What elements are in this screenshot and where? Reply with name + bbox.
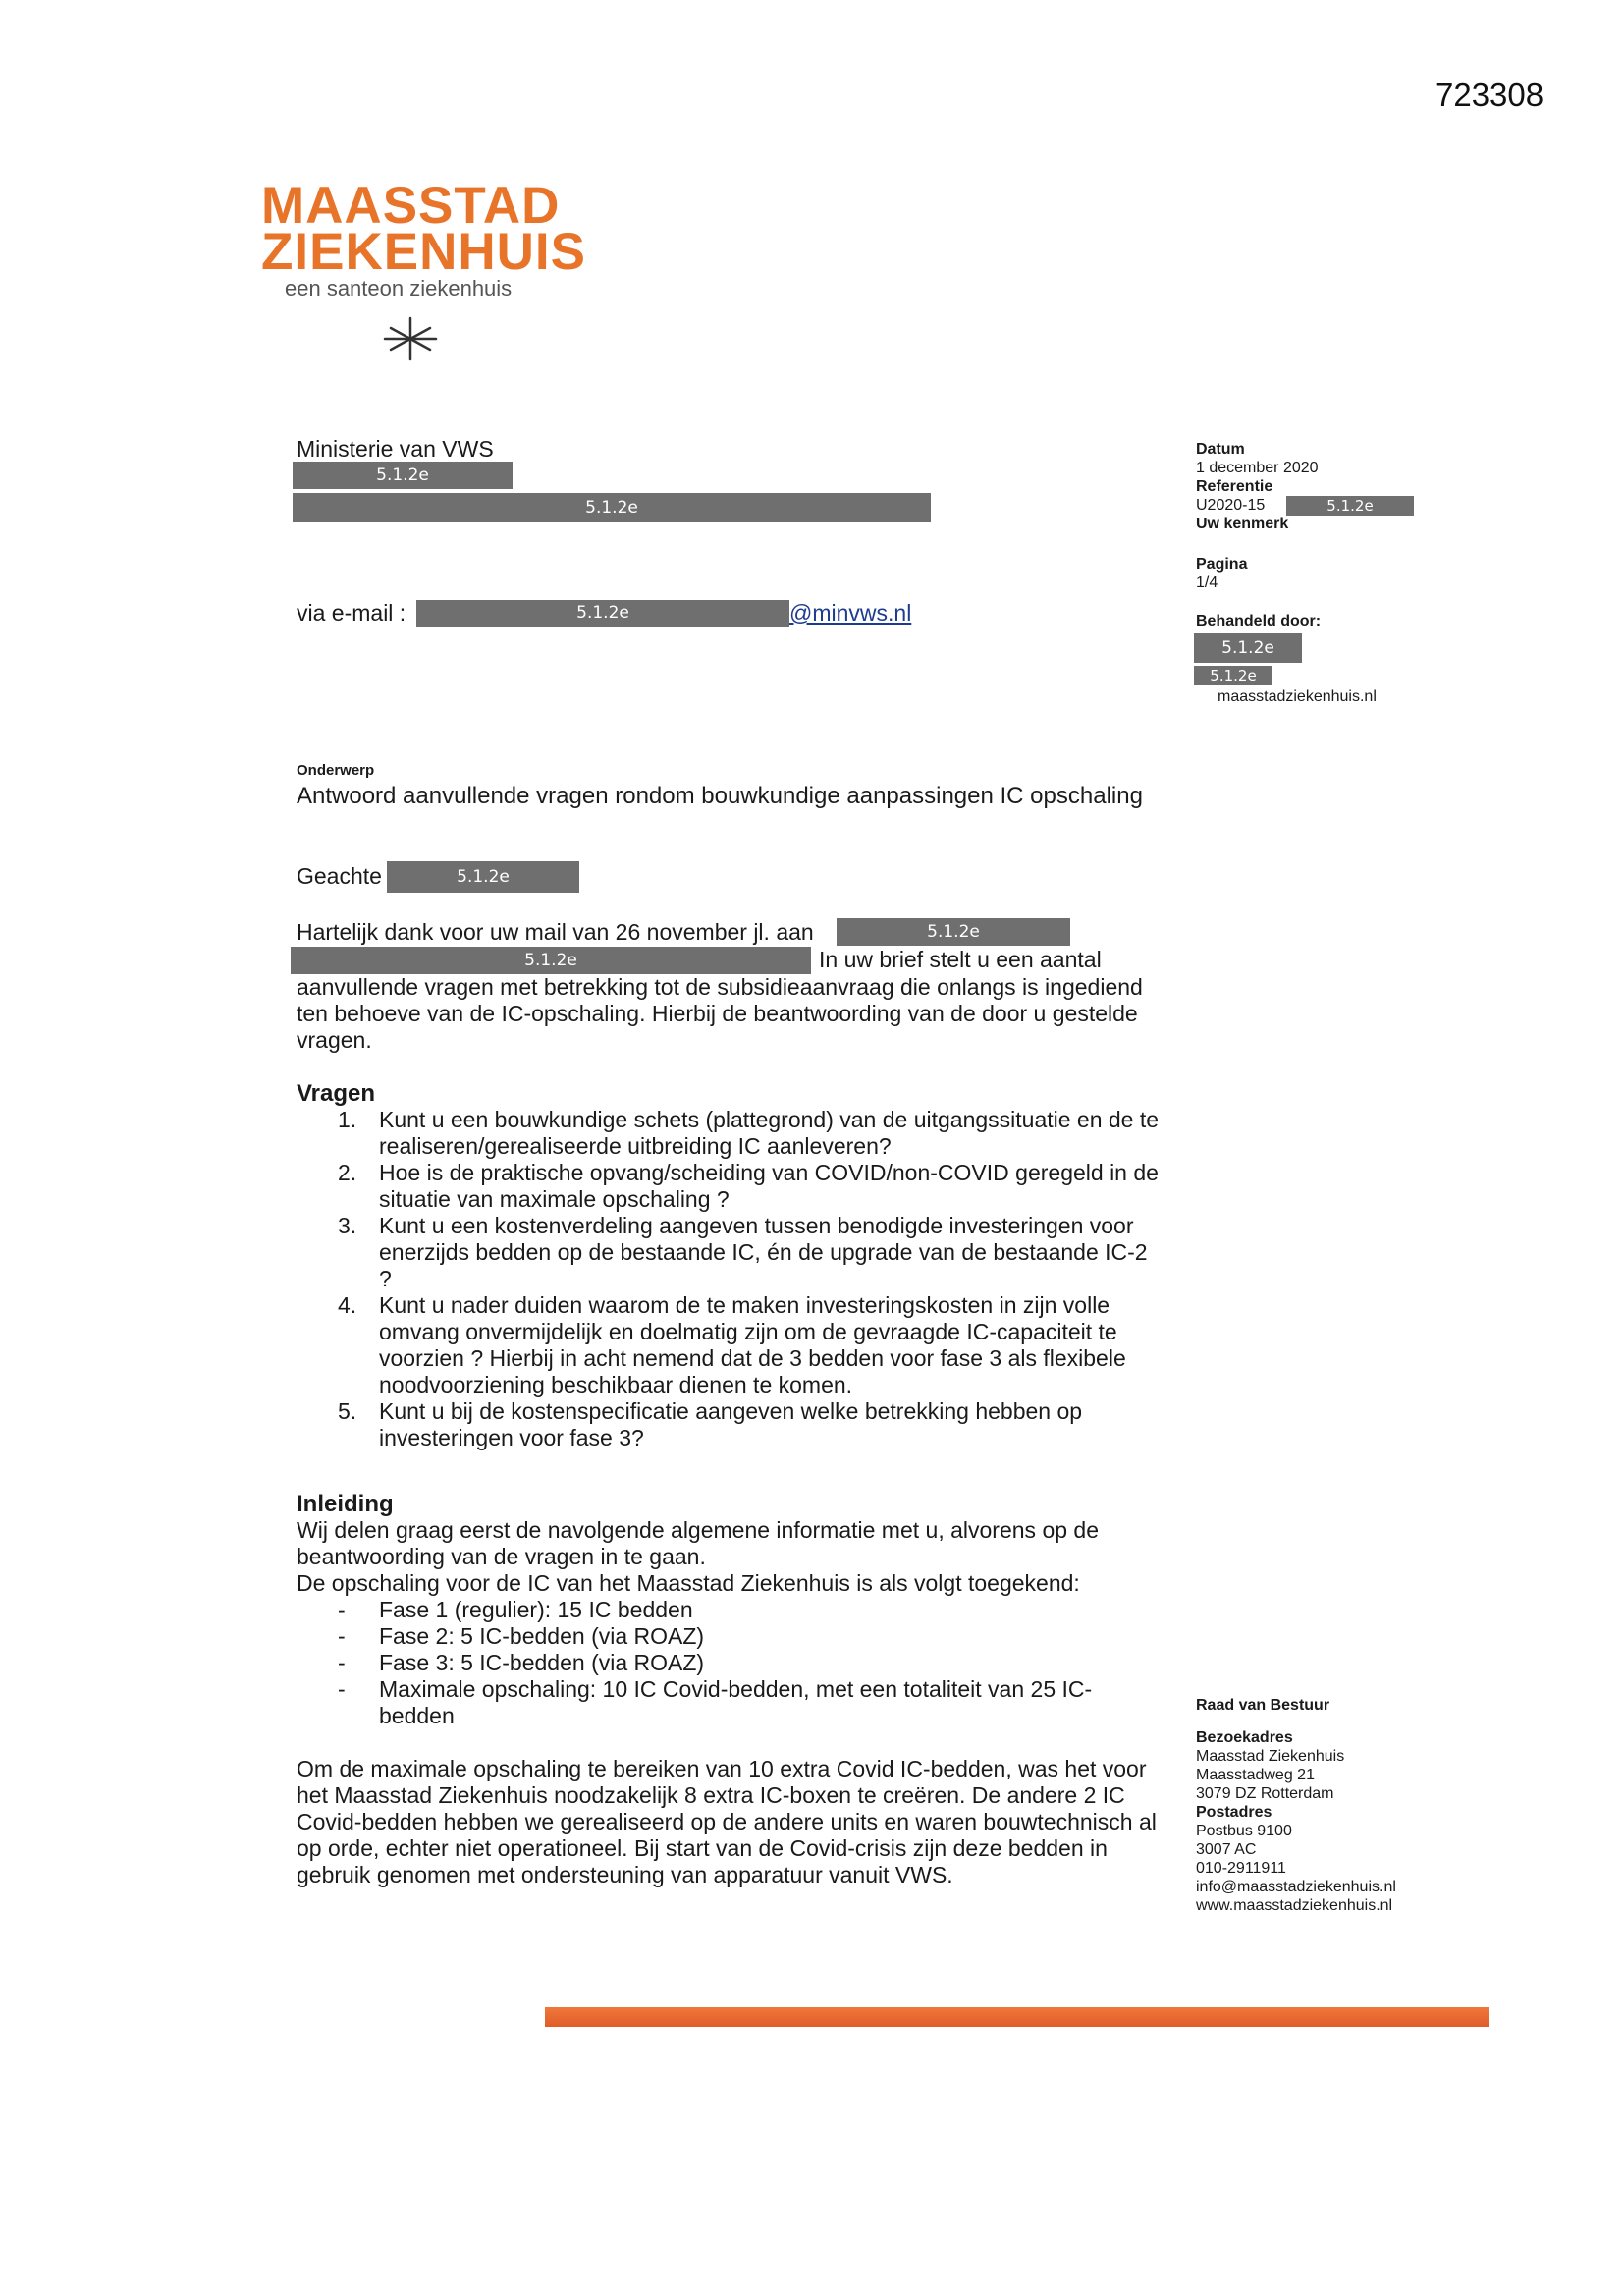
list-item: - Maximale opschaling: 10 IC Covid-bedden, met een totaliteit van 25 IC-bedden [338, 1676, 1093, 1728]
redacted-block: 5.1.2e [293, 493, 931, 522]
redacted-block: 5.1.2e [416, 600, 789, 627]
redacted-block: 5.1.2e [293, 462, 513, 489]
info-email[interactable]: info@maasstadziekenhuis.nl [1196, 1879, 1396, 1895]
bezoek-line: Maasstad Ziekenhuis [1196, 1748, 1345, 1765]
behandeld-email: maasstadziekenhuis.nl [1218, 688, 1377, 705]
email-label: via e-mail : [297, 600, 406, 626]
redacted-block: 5.1.2e [387, 861, 579, 893]
inleiding-p2: De opschaling voor de IC van het Maasstad Ziekenhuis is als volgt toegekend: [297, 1570, 1080, 1596]
website-link[interactable]: www.maasstadziekenhuis.nl [1196, 1897, 1393, 1914]
list-item: 5. Kunt u bij de kostenspecificatie aangeven welke betrekking hebben op investeringen voor fase 3? [338, 1398, 1083, 1450]
list-item: - Fase 1 (regulier): 15 IC bedden [338, 1597, 693, 1622]
salutation: Geachte [297, 863, 382, 889]
datum-value: 1 december 2020 [1196, 460, 1319, 476]
bezoek-line: 3079 DZ Rotterdam [1196, 1785, 1334, 1802]
intro-rest: aanvullende vragen met betrekking tot de subsidieaanvraag die onlangs is ingediend ten behoeve van de IC-opschaling. Hierbij de beantwoording van de door u gestelde vragen. [297, 974, 1143, 1053]
list-item: 3. Kunt u een kostenverdeling aangeven tussen benodigde investeringen voor enerzijds bedden op de bestaande IC, én de upgrade van de bestaande IC-2 ? [338, 1213, 1148, 1291]
uw-kenmerk-label: Uw kenmerk [1196, 516, 1289, 532]
subject-label: Onderwerp [297, 762, 375, 779]
document-id: 723308 [1435, 77, 1544, 113]
footer-orange-bar [545, 2007, 1489, 2027]
logo-line-2: ZIEKENHUIS [261, 223, 586, 281]
recipient-name: Ministerie van VWS [297, 436, 494, 462]
list-item: 2. Hoe is de praktische opvang/scheiding van COVID/non-COVID geregeld in de situatie van maximale opschaling ? [338, 1160, 1159, 1212]
redacted-block: 5.1.2e [1286, 496, 1414, 516]
behandeld-label: Behandeld door: [1196, 613, 1322, 629]
list-item: - Fase 2: 5 IC-bedden (via ROAZ) [338, 1623, 705, 1649]
list-item: 1. Kunt u een bouwkundige schets (plattegrond) van de uitgangssituatie en de te realiseren/gerealiseerde uitbreiding IC aanleveren? [338, 1107, 1160, 1159]
intro-line-2: In uw brief stelt u een aantal [819, 947, 1102, 972]
vragen-list [297, 1107, 1161, 1451]
redacted-block: 5.1.2e [837, 918, 1070, 946]
post-line: Postbus 9100 [1196, 1823, 1292, 1839]
inleiding-p1: Wij delen graag eerst de navolgende algemene informatie met u, alvorens op de beantwoording van de vragen in te gaan. [297, 1517, 1099, 1569]
santeon-star-icon [381, 314, 440, 363]
bezoek-label: Bezoekadres [1196, 1729, 1293, 1746]
inleiding-heading: Inleiding [297, 1491, 394, 1517]
redacted-block: 5.1.2e [1194, 633, 1302, 663]
post-label: Postadres [1196, 1804, 1272, 1821]
logo-subtitle: een santeon ziekenhuis [285, 276, 513, 301]
intro-line-1: Hartelijk dank voor uw mail van 26 november jl. aan [297, 919, 814, 945]
fases-list [297, 1597, 1161, 1729]
vragen-heading: Vragen [297, 1080, 376, 1107]
bezoek-line: Maasstadweg 21 [1196, 1767, 1315, 1783]
list-item: - Fase 3: 5 IC-bedden (via ROAZ) [338, 1650, 705, 1675]
referentie-label: Referentie [1196, 478, 1273, 495]
datum-label: Datum [1196, 441, 1245, 458]
subject-text: Antwoord aanvullende vragen rondom bouwkundige aanpassingen IC opschaling [297, 783, 1143, 809]
raad-label: Raad van Bestuur [1196, 1697, 1330, 1714]
referentie-value: U2020-15 [1196, 497, 1266, 514]
phone-number: 010-2911911 [1196, 1860, 1286, 1877]
email-domain-link[interactable]: @minvws.nl [789, 600, 912, 626]
redacted-block: 5.1.2e [1194, 666, 1272, 685]
pagina-label: Pagina [1196, 556, 1248, 573]
logo-line-1: MAASSTAD [261, 177, 561, 235]
redacted-block: 5.1.2e [291, 947, 811, 974]
vragen-section [297, 1080, 1161, 1451]
inleiding-section [297, 1491, 1161, 1888]
post-line: 3007 AC [1196, 1841, 1257, 1858]
list-item: 4. Kunt u nader duiden waarom de te maken investeringskosten in zijn volle omvang onvermijdelijk en doelmatig zijn om de gevraagde IC-capaciteit te voorzien ? Hierbij in acht nemend dat de 3 bedden voor fase 3 als flexibele noodvoorziening beschikbaar dienen te komen. [338, 1292, 1126, 1397]
inleiding-p3: Om de maximale opschaling te bereiken van 10 extra Covid IC-bedden, was het voor het Maasstad Ziekenhuis noodzakelijk 8 extra IC-boxen te creëren. De andere 2 IC Covid-bedden hebben we gerealiseerd op de andere units en waren bouwtechnisch al op orde, echter niet operationeel. Bij start van de Covid-crisis zijn deze bedden in gebruik genomen met ondersteuning van apparatuur vanuit VWS. [297, 1756, 1157, 1887]
pagina-value: 1/4 [1196, 574, 1218, 591]
